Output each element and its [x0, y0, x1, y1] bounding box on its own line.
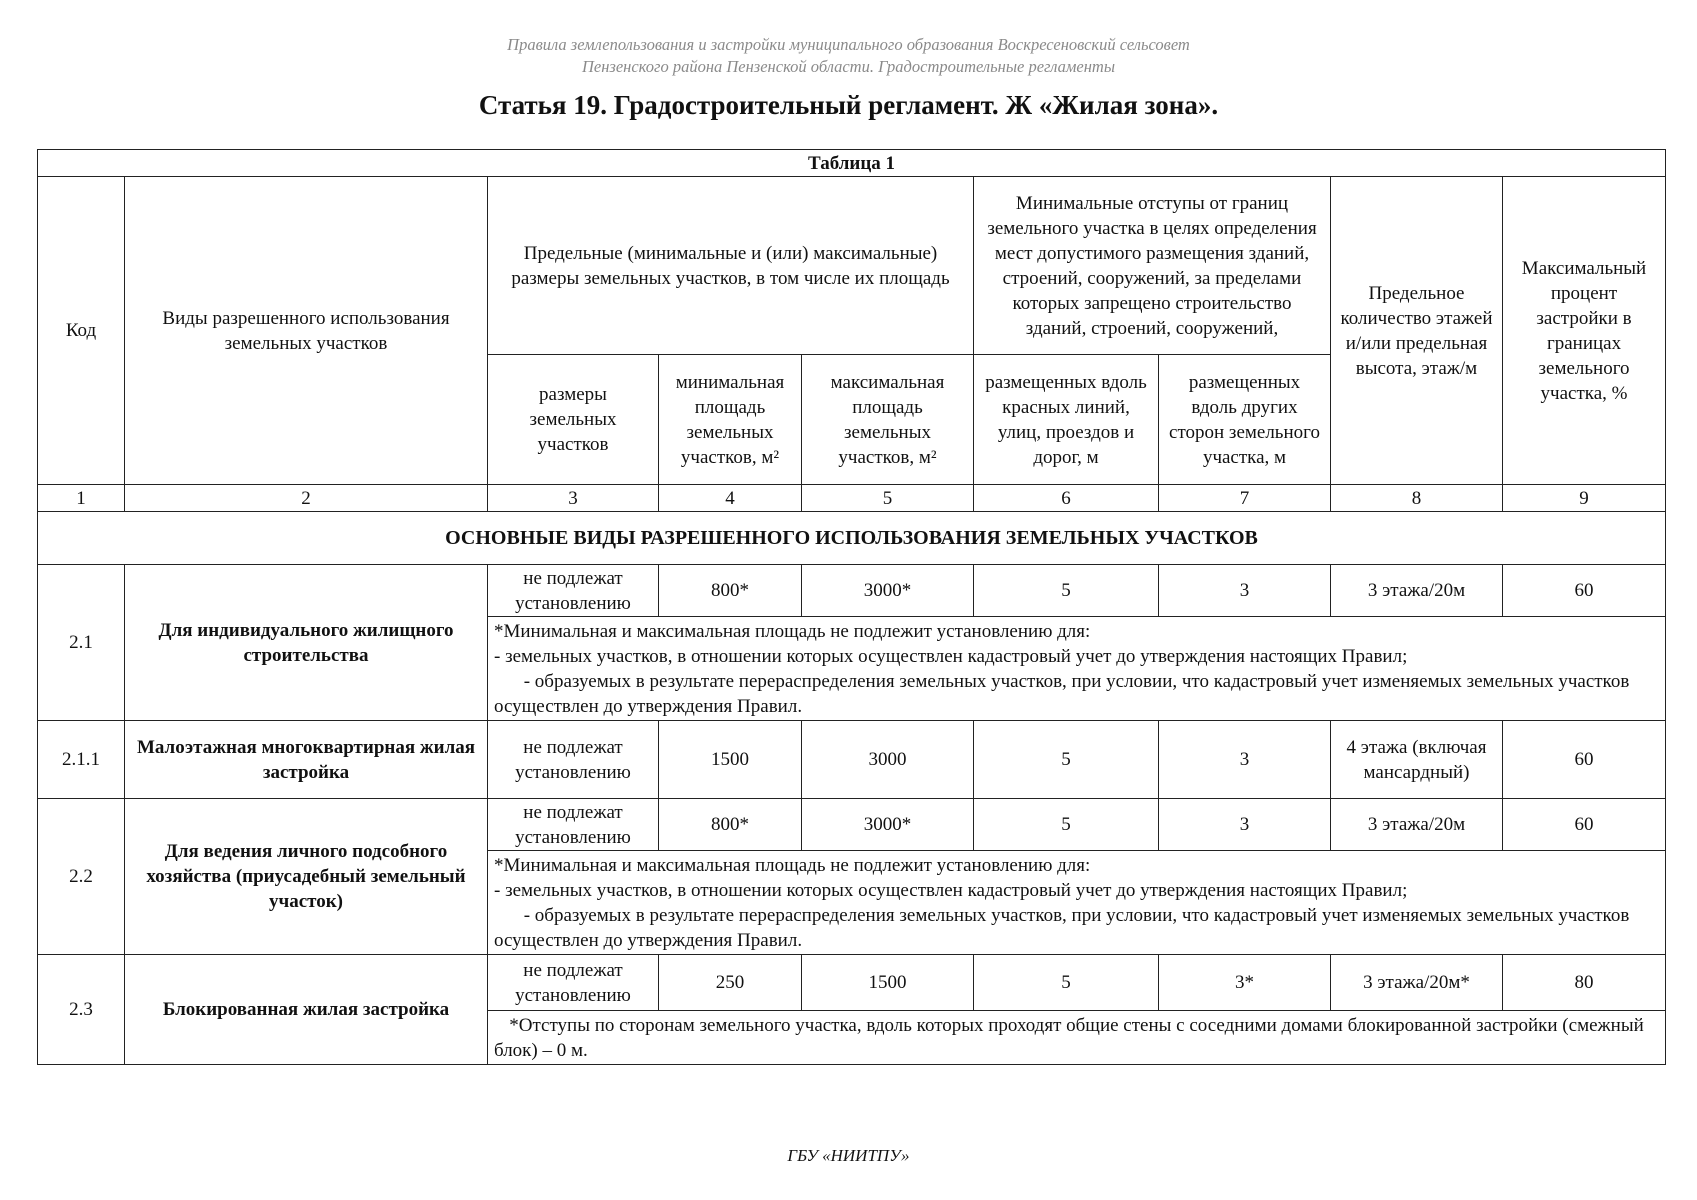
column-number: 3 — [488, 485, 659, 512]
row-setback-other: 3* — [1159, 955, 1331, 1011]
note-line: - образуемых в результате перераспределения земельных участков, при условии, что кадастровый учет изменяемых земельных участков осуществлен до утверждения Правил. — [494, 670, 1630, 717]
row-setback-red: 5 — [974, 565, 1159, 617]
table-row — [38, 955, 1666, 1011]
row-floors: 3 этажа/20м — [1331, 565, 1503, 617]
row-floors: 3 этажа/20м* — [1331, 955, 1503, 1011]
row-sizes: не подлежат установлению — [488, 955, 659, 1011]
column-number-row — [38, 485, 1666, 512]
column-number: 5 — [802, 485, 974, 512]
row-code: 2.2 — [38, 799, 125, 955]
header-setbacks-group: Минимальные отступы от границ земельного участка в целях определения мест допустимого размещения зданий, строений, сооружений, за пределами которых запрещено строительство зданий, строений, сооружений, — [974, 177, 1331, 355]
note-line: - земельных участков, в отношении которых осуществлен кадастровый учет до утверждения настоящих Правил; — [494, 879, 1408, 901]
row-note — [488, 851, 1666, 955]
document-header — [0, 34, 1697, 78]
row-coverage: 60 — [1503, 565, 1666, 617]
row-coverage: 60 — [1503, 799, 1666, 851]
note-line: - образуемых в результате перераспределения земельных участков, при условии, что кадастровый учет изменяемых земельных участков осуществлен до утверждения Правил. — [494, 904, 1630, 951]
table-row — [38, 799, 1666, 851]
header-sizes-group: Предельные (минимальные и (или) максимальные) размеры земельных участков, в том числе их площадь — [488, 177, 974, 355]
row-name: Малоэтажная многоквартирная жилая застройка — [125, 721, 488, 799]
row-sizes: не подлежат установлению — [488, 799, 659, 851]
column-number: 2 — [125, 485, 488, 512]
header-setback-red: размещенных вдоль красных линий, улиц, проездов и дорог, м — [974, 355, 1159, 485]
row-max-area: 3000 — [802, 721, 974, 799]
document-footer: ГБУ «НИИТПУ» — [787, 1146, 910, 1165]
column-number: 7 — [1159, 485, 1331, 512]
column-number: 9 — [1503, 485, 1666, 512]
header-min-area: минимальная площадь земельных участков, м² — [659, 355, 802, 485]
header-coverage: Максимальный процент застройки в границах земельного участка, % — [1503, 177, 1666, 485]
row-max-area: 3000* — [802, 799, 974, 851]
header-max-area: максимальная площадь земельных участков, м² — [802, 355, 974, 485]
row-min-area: 250 — [659, 955, 802, 1011]
row-name: Блокированная жилая застройка — [125, 955, 488, 1065]
note-line: *Отступы по сторонам земельного участка, вдоль которых проходят общие стены с соседними домами блокированной застройки (смежный блок) – 0 м. — [494, 1014, 1644, 1061]
row-floors: 4 этажа (включая мансардный) — [1331, 721, 1503, 799]
row-setback-other: 3 — [1159, 721, 1331, 799]
row-min-area: 1500 — [659, 721, 802, 799]
row-setback-other: 3 — [1159, 565, 1331, 617]
note-line: *Минимальная и максимальная площадь не подлежит установлению для: — [494, 854, 1091, 876]
header-line-2: Пензенского района Пензенской области. Градостроительные регламенты — [581, 57, 1116, 76]
column-number: 1 — [38, 485, 125, 512]
header-setback-other: размещенных вдоль других сторон земельного участка, м — [1159, 355, 1331, 485]
row-min-area: 800* — [659, 799, 802, 851]
table-label: Таблица 1 — [38, 150, 1666, 177]
header-code: Код — [38, 177, 125, 485]
header-use: Виды разрешенного использования земельных участков — [125, 177, 488, 485]
header-floors: Предельное количество этажей и/или предельная высота, этаж/м — [1331, 177, 1503, 485]
row-note — [488, 1011, 1666, 1065]
row-code: 2.3 — [38, 955, 125, 1065]
row-setback-other: 3 — [1159, 799, 1331, 851]
column-number: 8 — [1331, 485, 1503, 512]
row-max-area: 3000* — [802, 565, 974, 617]
row-coverage: 60 — [1503, 721, 1666, 799]
row-code: 2.1.1 — [38, 721, 125, 799]
row-note — [488, 617, 1666, 721]
row-sizes: не подлежат установлению — [488, 565, 659, 617]
table-row — [38, 721, 1666, 799]
row-min-area: 800* — [659, 565, 802, 617]
section-title: ОСНОВНЫЕ ВИДЫ РАЗРЕШЕННОГО ИСПОЛЬЗОВАНИЯ ЗЕМЕЛЬНЫХ УЧАСТКОВ — [38, 512, 1666, 565]
header-sizes: размеры земельных участков — [488, 355, 659, 485]
table-row — [38, 565, 1666, 617]
row-name: Для индивидуального жилищного строительства — [125, 565, 488, 721]
column-number: 4 — [659, 485, 802, 512]
row-coverage: 80 — [1503, 955, 1666, 1011]
row-floors: 3 этажа/20м — [1331, 799, 1503, 851]
page-title: Статья 19. Градостроительный регламент. Ж «Жилая зона». — [478, 90, 1219, 120]
row-sizes: не подлежат установлению — [488, 721, 659, 799]
row-name: Для ведения личного подсобного хозяйства (приусадебный земельный участок) — [125, 799, 488, 955]
column-number: 6 — [974, 485, 1159, 512]
row-max-area: 1500 — [802, 955, 974, 1011]
header-line-1: Правила землепользования и застройки муниципального образования Воскресеновский сельсовет — [507, 35, 1190, 54]
row-setback-red: 5 — [974, 721, 1159, 799]
note-line: *Минимальная и максимальная площадь не подлежит установлению для: — [494, 620, 1091, 642]
regulation-table — [37, 149, 1666, 1065]
note-line: - земельных участков, в отношении которых осуществлен кадастровый учет до утверждения настоящих Правил; — [494, 645, 1408, 667]
row-code: 2.1 — [38, 565, 125, 721]
row-setback-red: 5 — [974, 799, 1159, 851]
row-setback-red: 5 — [974, 955, 1159, 1011]
